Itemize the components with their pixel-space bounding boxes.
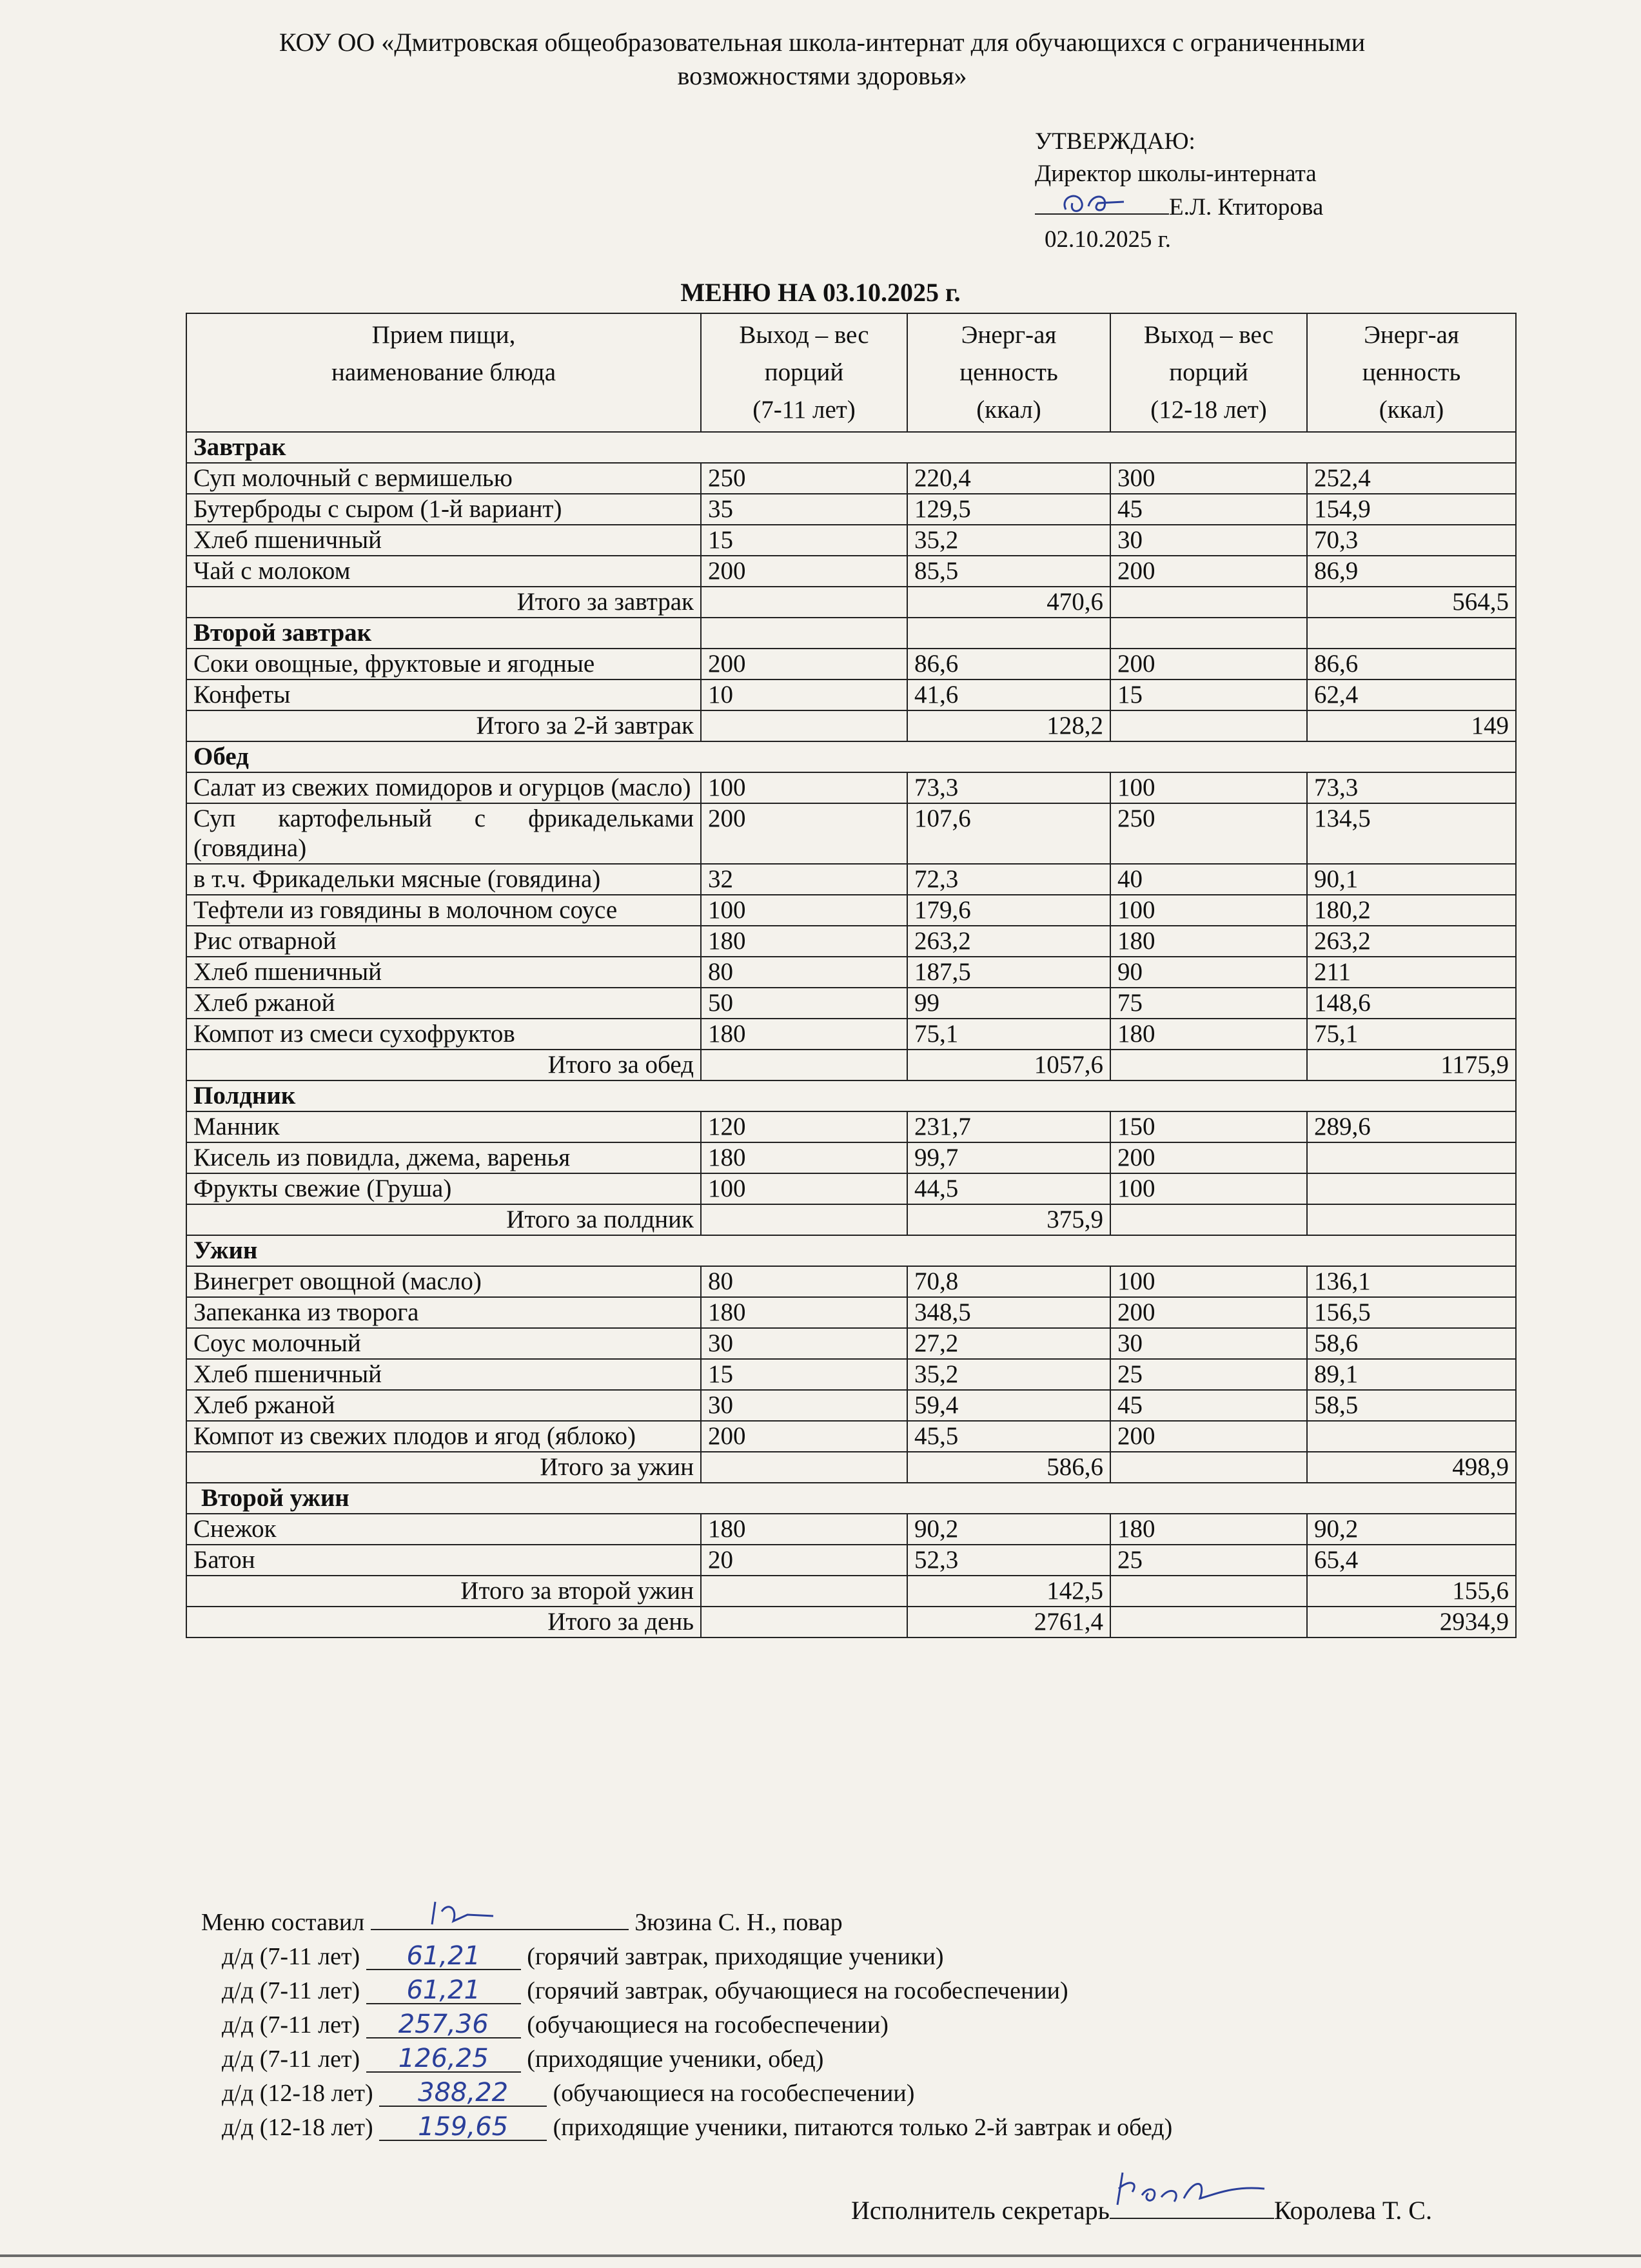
table-row	[186, 1514, 1516, 1545]
column-header-weight-12-18	[1110, 313, 1307, 432]
dish-name: Манник	[186, 1111, 701, 1142]
energy-7-11-cell: 263,2	[907, 926, 1110, 957]
energy-7-11-cell: 59,4	[907, 1390, 1110, 1421]
table-row	[186, 772, 1516, 803]
menu-table	[186, 313, 1517, 1638]
energy-7-11-cell: 27,2	[907, 1328, 1110, 1359]
energy-12-18-cell	[1307, 1142, 1516, 1173]
energy-12-18-cell: 148,6	[1307, 988, 1516, 1019]
column-header-dish-line2: наименование блюда	[331, 358, 556, 386]
energy-7-11-cell: 41,6	[907, 679, 1110, 710]
energy-7-11-cell: 90,2	[907, 1514, 1110, 1545]
weight-12-18-cell: 150	[1110, 1111, 1307, 1142]
column-header-line: Энерг-ая	[1364, 321, 1459, 349]
column-header-line: порций	[764, 358, 844, 386]
cost-row-prefix: д/д (7-11 лет)	[222, 1977, 360, 2004]
empty-cell	[1110, 1050, 1307, 1080]
empty-cell	[1307, 618, 1516, 649]
weight-7-11-cell: 250	[701, 463, 907, 494]
total-row	[186, 1452, 1516, 1483]
energy-7-11-cell: 231,7	[907, 1111, 1110, 1142]
weight-7-11-cell: 15	[701, 525, 907, 556]
weight-12-18-cell: 75	[1110, 988, 1307, 1019]
empty-cell	[1110, 1204, 1307, 1235]
energy-12-18-cell: 180,2	[1307, 895, 1516, 926]
executor-prefix: Исполнитель секретарь	[851, 2196, 1110, 2225]
cost-row	[201, 1940, 1172, 1974]
dish-name: Соки овощные, фруктовые и ягодные	[186, 649, 701, 679]
section-row	[186, 1080, 1516, 1111]
org-line-2: возможностями здоровья»	[677, 61, 967, 90]
section-title: Второй ужин	[186, 1483, 1516, 1514]
composer-prefix: Меню составил	[201, 1909, 365, 1936]
energy-12-18-cell: 154,9	[1307, 494, 1516, 525]
total-energy-12-18: 1175,9	[1307, 1050, 1516, 1080]
empty-cell	[701, 587, 907, 618]
total-label: Итого за полдник	[186, 1204, 701, 1235]
table-row	[186, 525, 1516, 556]
weight-7-11-cell: 180	[701, 1142, 907, 1173]
energy-12-18-cell: 263,2	[1307, 926, 1516, 957]
total-energy-12-18: 498,9	[1307, 1452, 1516, 1483]
cost-row-prefix: д/д (7-11 лет)	[222, 2011, 360, 2038]
energy-12-18-cell: 58,5	[1307, 1390, 1516, 1421]
table-row	[186, 803, 1516, 864]
weight-12-18-cell: 180	[1110, 926, 1307, 957]
table-row	[186, 1328, 1516, 1359]
total-row	[186, 710, 1516, 741]
cost-row-note: (обучающиеся на гособеспечении)	[527, 2011, 889, 2038]
total-row	[186, 587, 1516, 618]
weight-7-11-cell: 80	[701, 957, 907, 988]
cost-row	[201, 2008, 1172, 2042]
table-row	[186, 1266, 1516, 1297]
executor-signature-icon	[1110, 2166, 1274, 2218]
table-row	[186, 679, 1516, 710]
weight-7-11-cell: 180	[701, 926, 907, 957]
section-row	[186, 741, 1516, 772]
weight-7-11-cell: 180	[701, 1019, 907, 1050]
weight-7-11-cell: 30	[701, 1328, 907, 1359]
weight-7-11-cell: 20	[701, 1545, 907, 1576]
approve-title: УТВЕРЖДАЮ:	[1035, 128, 1195, 155]
dish-name: Кисель из повидла, джема, варенья	[186, 1142, 701, 1173]
weight-12-18-cell: 30	[1110, 525, 1307, 556]
column-header-line: Выход – вес	[739, 321, 869, 349]
column-header-weight-7-11	[701, 313, 907, 432]
weight-12-18-cell: 25	[1110, 1545, 1307, 1576]
weight-12-18-cell: 100	[1110, 772, 1307, 803]
empty-cell	[701, 1576, 907, 1607]
empty-cell	[1110, 1452, 1307, 1483]
empty-cell	[1110, 710, 1307, 741]
section-title: Полдник	[186, 1080, 1516, 1111]
weight-12-18-cell: 100	[1110, 1173, 1307, 1204]
weight-7-11-cell: 200	[701, 1421, 907, 1452]
section-title: Ужин	[186, 1235, 1516, 1266]
dish-name: Фрукты свежие (Груша)	[186, 1173, 701, 1204]
table-row	[186, 649, 1516, 679]
cost-row-note: (горячий завтрак, обучающиеся на гособеспечении)	[527, 1977, 1068, 2004]
total-energy-12-18	[1307, 1204, 1516, 1235]
cost-row	[201, 1974, 1172, 2008]
dish-name: Хлеб ржаной	[186, 1390, 701, 1421]
total-energy-7-11: 375,9	[907, 1204, 1110, 1235]
energy-7-11-cell: 187,5	[907, 957, 1110, 988]
weight-12-18-cell: 90	[1110, 957, 1307, 988]
executor-name: Королева Т. С.	[1273, 2196, 1432, 2225]
cost-row-prefix: д/д (12-18 лет)	[222, 2114, 373, 2141]
energy-12-18-cell: 136,1	[1307, 1266, 1516, 1297]
weight-7-11-cell: 180	[701, 1297, 907, 1328]
total-row	[186, 1576, 1516, 1607]
total-energy-12-18: 155,6	[1307, 1576, 1516, 1607]
weight-12-18-cell: 180	[1110, 1514, 1307, 1545]
energy-7-11-cell: 348,5	[907, 1297, 1110, 1328]
column-header-line: ценность	[1362, 358, 1461, 386]
empty-cell	[1110, 587, 1307, 618]
energy-7-11-cell: 86,6	[907, 649, 1110, 679]
energy-7-11-cell: 35,2	[907, 525, 1110, 556]
column-header-line: Энерг-ая	[961, 321, 1057, 349]
approve-date: 02.10.2025 г.	[1045, 226, 1172, 253]
total-row	[186, 1204, 1516, 1235]
cost-row-value: 61,21	[366, 1943, 521, 1970]
energy-7-11-cell: 44,5	[907, 1173, 1110, 1204]
table-row	[186, 988, 1516, 1019]
executor-line	[851, 2192, 1432, 2225]
table-row	[186, 463, 1516, 494]
dish-name: в т.ч. Фрикадельки мясные (говядина)	[186, 864, 701, 895]
weight-7-11-cell: 15	[701, 1359, 907, 1390]
weight-12-18-cell: 200	[1110, 1421, 1307, 1452]
dish-name: Рис отварной	[186, 926, 701, 957]
energy-7-11-cell: 99,7	[907, 1142, 1110, 1173]
section-title: Второй завтрак	[186, 618, 701, 649]
weight-7-11-cell: 10	[701, 679, 907, 710]
section-row	[186, 1235, 1516, 1266]
dish-name: Тефтели из говядины в молочном соусе	[186, 895, 701, 926]
energy-12-18-cell: 90,1	[1307, 864, 1516, 895]
cost-row-note: (горячий завтрак, приходящие ученики)	[527, 1943, 944, 1970]
cost-row	[201, 2111, 1172, 2145]
day-total-label: Итого за день	[186, 1607, 701, 1637]
energy-7-11-cell: 99	[907, 988, 1110, 1019]
energy-7-11-cell: 73,3	[907, 772, 1110, 803]
table-row	[186, 1019, 1516, 1050]
cost-row-value: 388,22	[379, 2080, 547, 2107]
cost-row-note: (приходящие ученики, питаются только 2-й завтрак и обед)	[553, 2114, 1173, 2141]
energy-7-11-cell: 52,3	[907, 1545, 1110, 1576]
energy-7-11-cell: 75,1	[907, 1019, 1110, 1050]
weight-7-11-cell: 80	[701, 1266, 907, 1297]
table-row	[186, 1297, 1516, 1328]
dish-name: Салат из свежих помидоров и огурцов (масло)	[186, 772, 701, 803]
dish-name: Бутерброды с сыром (1-й вариант)	[186, 494, 701, 525]
table-row	[186, 1359, 1516, 1390]
energy-12-18-cell: 70,3	[1307, 525, 1516, 556]
weight-12-18-cell: 200	[1110, 1297, 1307, 1328]
empty-cell	[701, 618, 907, 649]
dish-name: Винегрет овощной (масло)	[186, 1266, 701, 1297]
weight-12-18-cell: 100	[1110, 895, 1307, 926]
empty-cell	[1110, 1607, 1307, 1637]
cost-rows	[201, 1940, 1172, 2145]
day-total-7-11: 2761,4	[907, 1607, 1110, 1637]
composer-signature-icon	[397, 1889, 526, 1934]
dish-name: Батон	[186, 1545, 701, 1576]
total-label: Итого за завтрак	[186, 587, 701, 618]
menu-table-body	[186, 432, 1516, 1637]
total-energy-12-18: 149	[1307, 710, 1516, 741]
energy-12-18-cell: 73,3	[1307, 772, 1516, 803]
column-header-energy-12-18	[1307, 313, 1516, 432]
total-energy-12-18: 564,5	[1307, 587, 1516, 618]
empty-cell	[701, 1607, 907, 1637]
energy-12-18-cell: 75,1	[1307, 1019, 1516, 1050]
weight-7-11-cell: 100	[701, 1173, 907, 1204]
cost-row-prefix: д/д (7-11 лет)	[222, 1943, 360, 1970]
empty-cell	[701, 1204, 907, 1235]
dish-name: Соус молочный	[186, 1328, 701, 1359]
weight-7-11-cell: 32	[701, 864, 907, 895]
cost-row-value: 257,36	[366, 2011, 521, 2038]
total-label: Итого за второй ужин	[186, 1576, 701, 1607]
section-title: Завтрак	[186, 432, 1516, 463]
empty-cell	[701, 710, 907, 741]
energy-7-11-cell: 129,5	[907, 494, 1110, 525]
weight-7-11-cell: 200	[701, 556, 907, 587]
dish-name: Чай с молоком	[186, 556, 701, 587]
column-header-line: (ккал)	[1379, 396, 1444, 424]
dish-name: Компот из смеси сухофруктов	[186, 1019, 701, 1050]
weight-7-11-cell: 200	[701, 803, 907, 864]
energy-12-18-cell: 86,9	[1307, 556, 1516, 587]
energy-12-18-cell: 156,5	[1307, 1297, 1516, 1328]
total-energy-7-11: 470,6	[907, 587, 1110, 618]
column-header-energy-7-11	[907, 313, 1110, 432]
energy-12-18-cell: 134,5	[1307, 803, 1516, 864]
energy-12-18-cell: 62,4	[1307, 679, 1516, 710]
cost-row-note: (обучающиеся на гособеспечении)	[553, 2080, 915, 2107]
total-energy-7-11: 1057,6	[907, 1050, 1110, 1080]
energy-7-11-cell: 85,5	[907, 556, 1110, 587]
table-row	[186, 1421, 1516, 1452]
composer-line	[201, 1903, 1172, 1940]
dish-name: Хлеб ржаной	[186, 988, 701, 1019]
weight-7-11-cell: 100	[701, 772, 907, 803]
table-row	[186, 864, 1516, 895]
dish-name: Хлеб пшеничный	[186, 957, 701, 988]
energy-12-18-cell: 211	[1307, 957, 1516, 988]
cost-row-note: (приходящие ученики, обед)	[527, 2046, 824, 2073]
dish-name: Запеканка из творога	[186, 1297, 701, 1328]
table-header-row	[186, 313, 1516, 432]
weight-7-11-cell: 120	[701, 1111, 907, 1142]
energy-12-18-cell: 58,6	[1307, 1328, 1516, 1359]
composer-suffix: Зюзина С. Н., повар	[634, 1909, 843, 1936]
weight-7-11-cell: 50	[701, 988, 907, 1019]
menu-title: МЕНЮ НА 03.10.2025 г.	[680, 278, 961, 307]
scan-edge-line	[0, 2254, 1641, 2257]
dish-name: Хлеб пшеничный	[186, 1359, 701, 1390]
approve-name: Е.Л. Ктиторова	[1169, 194, 1324, 220]
energy-7-11-cell: 35,2	[907, 1359, 1110, 1390]
section-row	[186, 1483, 1516, 1514]
energy-12-18-cell: 289,6	[1307, 1111, 1516, 1142]
energy-7-11-cell: 179,6	[907, 895, 1110, 926]
dish-name: Суп картофельный с фрикадельками (говядина)	[186, 803, 701, 864]
cost-row-value: 126,25	[366, 2046, 521, 2073]
organization-header	[129, 26, 1515, 93]
weight-12-18-cell: 15	[1110, 679, 1307, 710]
table-row	[186, 494, 1516, 525]
column-header-dish-line1: Прием пищи,	[371, 321, 516, 349]
weight-12-18-cell: 30	[1110, 1328, 1307, 1359]
weight-12-18-cell: 250	[1110, 803, 1307, 864]
day-total-12-18: 2934,9	[1307, 1607, 1516, 1637]
cost-row-prefix: д/д (12-18 лет)	[222, 2080, 373, 2107]
column-header-line: порций	[1169, 358, 1248, 386]
org-line-1: КОУ ОО «Дмитровская общеобразовательная школа-интернат для обучающихся с ограниченными	[279, 28, 1366, 57]
energy-7-11-cell: 70,8	[907, 1266, 1110, 1297]
dish-name: Снежок	[186, 1514, 701, 1545]
energy-12-18-cell: 86,6	[1307, 649, 1516, 679]
weight-7-11-cell: 35	[701, 494, 907, 525]
total-row	[186, 1050, 1516, 1080]
energy-12-18-cell: 90,2	[1307, 1514, 1516, 1545]
dish-name: Хлеб пшеничный	[186, 525, 701, 556]
table-row	[186, 1545, 1516, 1576]
section-title: Обед	[186, 741, 1516, 772]
total-energy-7-11: 142,5	[907, 1576, 1110, 1607]
energy-12-18-cell: 252,4	[1307, 463, 1516, 494]
weight-12-18-cell: 25	[1110, 1359, 1307, 1390]
energy-12-18-cell	[1307, 1173, 1516, 1204]
energy-7-11-cell: 220,4	[907, 463, 1110, 494]
dish-name: Компот из свежих плодов и ягод (яблоко)	[186, 1421, 701, 1452]
approve-position: Директор школы-интерната	[1035, 161, 1317, 187]
column-header-line: (ккал)	[976, 396, 1041, 424]
total-label: Итого за обед	[186, 1050, 701, 1080]
total-energy-7-11: 586,6	[907, 1452, 1110, 1483]
weight-12-18-cell: 300	[1110, 463, 1307, 494]
empty-cell	[701, 1050, 907, 1080]
weight-7-11-cell: 100	[701, 895, 907, 926]
executor-signature-blank	[1110, 2192, 1274, 2219]
total-label: Итого за 2-й завтрак	[186, 710, 701, 741]
energy-12-18-cell: 89,1	[1307, 1359, 1516, 1390]
cost-row-prefix: д/д (7-11 лет)	[222, 2046, 360, 2073]
weight-12-18-cell: 40	[1110, 864, 1307, 895]
approve-signature-line	[1035, 190, 1323, 224]
empty-cell	[1110, 1576, 1307, 1607]
energy-7-11-cell: 45,5	[907, 1421, 1110, 1452]
cost-row-value: 61,21	[366, 1977, 521, 2004]
weight-12-18-cell: 200	[1110, 556, 1307, 587]
table-row	[186, 1390, 1516, 1421]
table-row	[186, 895, 1516, 926]
dish-name: Конфеты	[186, 679, 701, 710]
day-total-row	[186, 1607, 1516, 1637]
energy-7-11-cell: 107,6	[907, 803, 1110, 864]
table-row	[186, 1142, 1516, 1173]
cost-row	[201, 2042, 1172, 2077]
section-row	[186, 432, 1516, 463]
column-header-line: (12-18 лет)	[1150, 396, 1267, 424]
weight-12-18-cell: 45	[1110, 494, 1307, 525]
table-row	[186, 1173, 1516, 1204]
total-label: Итого за ужин	[186, 1452, 701, 1483]
total-energy-7-11: 128,2	[907, 710, 1110, 741]
composer-signature-blank	[371, 1903, 629, 1930]
table-row	[186, 957, 1516, 988]
column-header-line: Выход – вес	[1143, 321, 1274, 349]
column-header-dish	[186, 313, 701, 432]
weight-7-11-cell: 180	[701, 1514, 907, 1545]
energy-12-18-cell: 65,4	[1307, 1545, 1516, 1576]
table-row	[186, 556, 1516, 587]
footer-block	[201, 1903, 1172, 2145]
empty-cell	[701, 1452, 907, 1483]
empty-cell	[1110, 618, 1307, 649]
weight-12-18-cell: 45	[1110, 1390, 1307, 1421]
table-row	[186, 1111, 1516, 1142]
energy-7-11-cell: 72,3	[907, 864, 1110, 895]
weight-7-11-cell: 200	[701, 649, 907, 679]
director-signature-mark	[1035, 190, 1169, 215]
table-row	[186, 926, 1516, 957]
cost-row	[201, 2077, 1172, 2111]
director-signature-icon	[1053, 184, 1130, 222]
section-row	[186, 618, 1516, 649]
weight-12-18-cell: 180	[1110, 1019, 1307, 1050]
approval-block	[1035, 126, 1323, 256]
cost-row-value: 159,65	[379, 2114, 547, 2141]
column-header-line: ценность	[959, 358, 1058, 386]
empty-cell	[907, 618, 1110, 649]
weight-12-18-cell: 200	[1110, 1142, 1307, 1173]
energy-12-18-cell	[1307, 1421, 1516, 1452]
weight-12-18-cell: 100	[1110, 1266, 1307, 1297]
weight-12-18-cell: 200	[1110, 649, 1307, 679]
weight-7-11-cell: 30	[701, 1390, 907, 1421]
dish-name: Суп молочный с вермишелью	[186, 463, 701, 494]
column-header-line: (7-11 лет)	[752, 396, 856, 424]
